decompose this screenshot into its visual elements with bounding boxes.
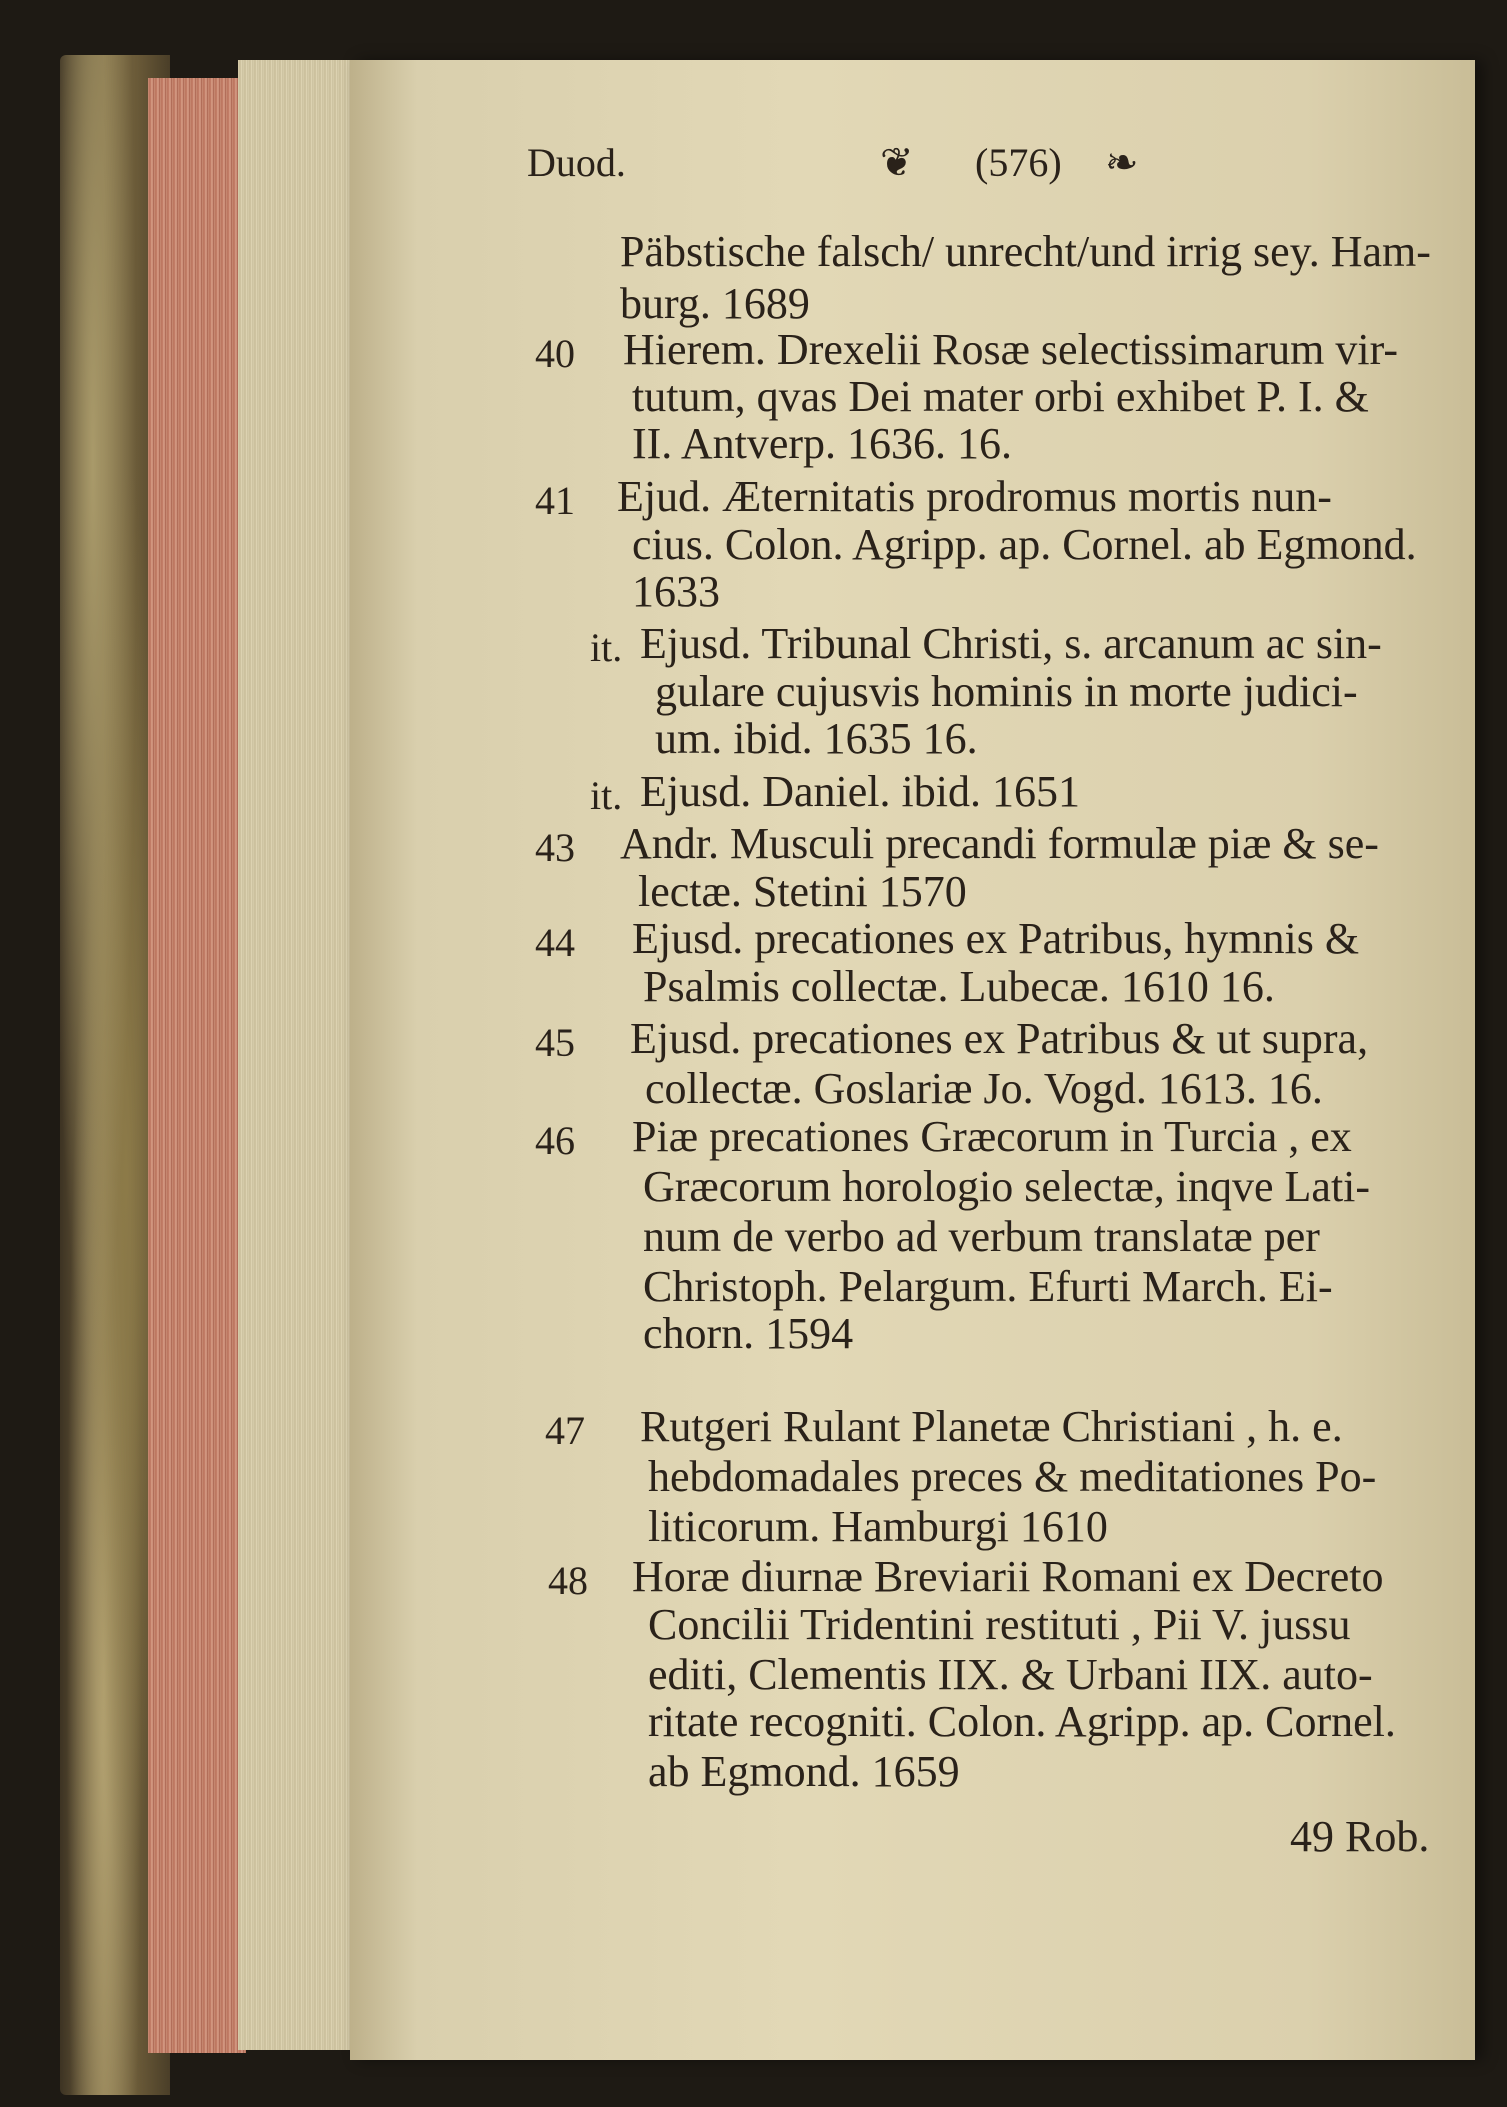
page-number: (576)	[975, 140, 1062, 185]
entry-line: Ejud. Æternitatis prodromus mortis nun-	[617, 472, 1332, 521]
running-head: Duod.	[527, 140, 626, 185]
entry-line: 1633	[632, 567, 720, 616]
entry-line: um. ibid. 1635 16.	[655, 714, 978, 763]
entry-line: ritate recogniti. Colon. Agripp. ap. Cornel.	[648, 1697, 1396, 1746]
entry-line: Hierem. Drexelii Rosæ selectissimarum vir-	[623, 325, 1399, 374]
entry-line: Concilii Tridentini restituti , Pii V. jussu	[648, 1600, 1351, 1649]
entry-line: Piæ precationes Græcorum in Turcia , ex	[632, 1112, 1352, 1161]
entry-number: 46	[535, 1118, 575, 1163]
entry-line: gulare cujusvis hominis in morte judici-	[655, 667, 1358, 716]
entry-line: Horæ diurnæ Breviarii Romani ex Decreto	[632, 1552, 1384, 1601]
entry-line: Ejusd. Tribunal Christi, s. arcanum ac sin-	[640, 619, 1382, 668]
entry-number: 40	[535, 331, 575, 376]
entry-line: lectæ. Stetini 1570	[638, 867, 967, 916]
ornament-left-icon: ❦	[880, 140, 914, 186]
entry-number: 43	[535, 825, 575, 870]
entry-line: hebdomadales preces & meditationes Po-	[648, 1452, 1377, 1501]
entry-line: tutum, qvas Dei mater orbi exhibet P. I. &	[632, 372, 1369, 421]
entry-line: Ejusd. precationes ex Patribus & ut supra,	[630, 1014, 1369, 1063]
entry-line: editi, Clementis IIX. & Urbani IIX. auto-	[648, 1650, 1373, 1699]
entry-number: 47	[545, 1408, 585, 1453]
entry-line: Päbstische falsch/ unrecht/und irrig sey. Ham-	[620, 227, 1431, 276]
entry-line: Græcorum horologio selectæ, inqve Lati-	[643, 1162, 1371, 1211]
entry-number: 44	[535, 920, 575, 965]
entry-line: Christoph. Pelargum. Efurti March. Ei-	[643, 1262, 1333, 1311]
entry-line: burg. 1689	[620, 279, 810, 328]
catchword: 49 Rob.	[1290, 1812, 1430, 1861]
entry-line: Andr. Musculi precandi formulæ piæ & se-	[620, 819, 1379, 868]
entry-number: it.	[590, 773, 623, 818]
entry-line: chorn. 1594	[643, 1309, 854, 1358]
ornament-right-icon: ❧	[1105, 140, 1139, 186]
entry-line: II. Antverp. 1636. 16.	[632, 419, 1013, 468]
page-edges-red	[148, 78, 246, 2053]
entry-line: cius. Colon. Agripp. ap. Cornel. ab Egmond.	[632, 520, 1417, 569]
entry-line: Ejusd. precationes ex Patribus, hymnis &	[632, 914, 1360, 963]
entry-number: it.	[590, 625, 623, 670]
entry-line: Ejusd. Daniel. ibid. 1651	[640, 767, 1080, 816]
entry-line: collectæ. Goslariæ Jo. Vogd. 1613. 16.	[645, 1064, 1323, 1113]
entry-line: liticorum. Hamburgi 1610	[648, 1502, 1108, 1551]
entry-line: Rutgeri Rulant Planetæ Christiani , h. e.	[640, 1402, 1343, 1451]
entry-line: num de verbo ad verbum translatæ per	[643, 1212, 1320, 1261]
entry-number: 41	[535, 478, 575, 523]
entry-line: Psalmis collectæ. Lubecæ. 1610 16.	[643, 962, 1275, 1011]
page-edges	[238, 60, 358, 2050]
entry-number: 48	[548, 1558, 588, 1603]
entry-line: ab Egmond. 1659	[648, 1747, 960, 1796]
entry-number: 45	[535, 1020, 575, 1065]
